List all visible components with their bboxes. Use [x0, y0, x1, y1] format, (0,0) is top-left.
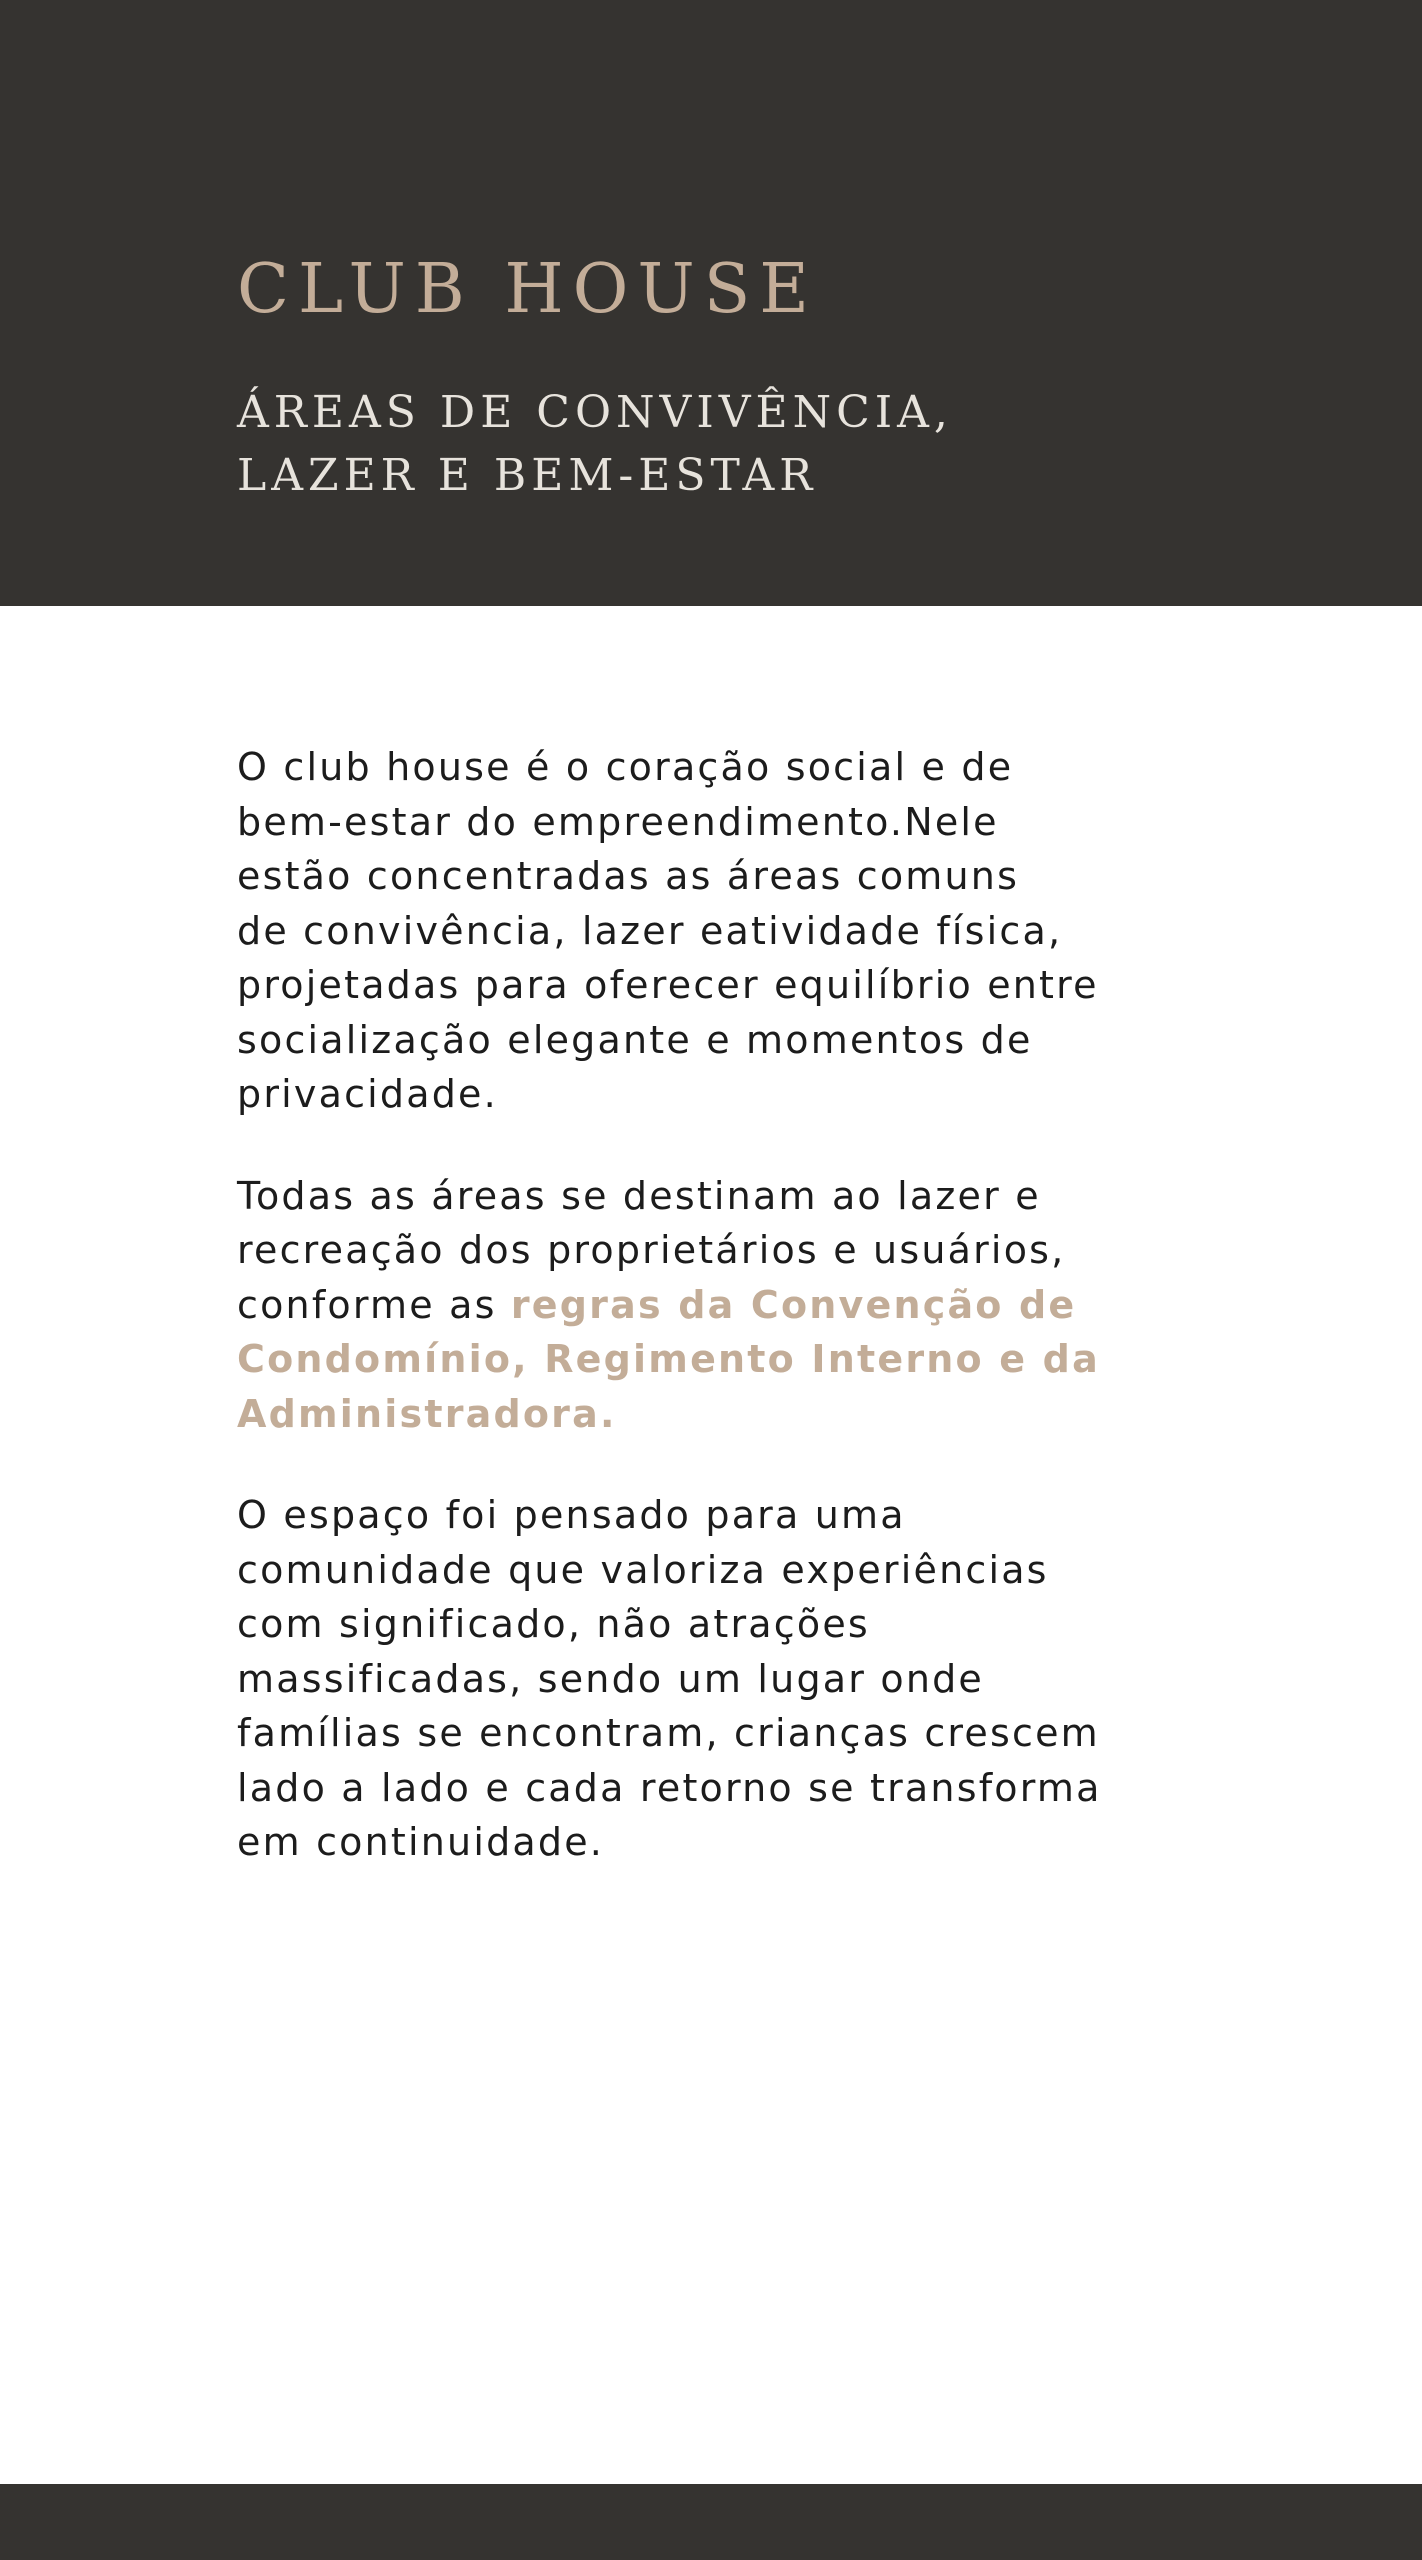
paragraph-line: Todas as áreas se destinam ao lazer e: [237, 1173, 1041, 1218]
header-banner: [0, 0, 1422, 606]
paragraph-line: lado a lado e cada retorno se transforma: [237, 1765, 1102, 1810]
footer-bar: [0, 2484, 1422, 2560]
rules-highlight-text: Administradora.: [237, 1391, 617, 1436]
paragraph-line: estão concentradas as áreas comuns: [237, 854, 1020, 898]
paragraph-line: de convivência, lazer eatividade física,: [237, 908, 1063, 953]
paragraph-line: com significado, não atrações: [237, 1602, 870, 1646]
rules-prefix-text: conforme as: [237, 1282, 511, 1327]
rules-highlight-text: Condomínio, Regimento Interno e da: [237, 1337, 1100, 1381]
paragraph-line: privacidade.: [237, 1072, 498, 1116]
subtitle-line: ÁREAS DE CONVIVÊNCIA,: [237, 387, 953, 438]
page-subtitle: [237, 381, 953, 507]
page-title: CLUB HOUSE: [237, 250, 818, 329]
paragraph-line: comunidade que valoriza experiências: [237, 1547, 1049, 1592]
paragraph-line: [237, 1278, 1197, 1333]
paragraph-line: projetadas para oferecer equilíbrio entre: [237, 963, 1099, 1007]
paragraph-line: bem-estar do empreendimento.Nele: [237, 799, 999, 844]
paragraph-line: massificadas, sendo um lugar onde: [237, 1656, 985, 1701]
community-paragraph: [237, 1488, 1197, 1870]
rules-paragraph: [237, 1169, 1197, 1442]
rules-highlight-text: regras da Convenção de: [510, 1282, 1077, 1327]
paragraph-line: em continuidade.: [237, 1820, 605, 1864]
intro-paragraph: [237, 740, 1197, 1122]
subtitle-line: LAZER E BEM-ESTAR: [237, 450, 818, 501]
paragraph-line: O club house é o coração social e de: [237, 745, 1014, 789]
paragraph-line: famílias se encontram, crianças crescem: [237, 1711, 1100, 1755]
paragraph-line: O espaço foi pensado para uma: [237, 1493, 906, 1537]
paragraph-line: recreação dos proprietários e usuários,: [237, 1228, 1066, 1272]
paragraph-line: socialização elegante e momentos de: [237, 1017, 1033, 1062]
body-content: [237, 740, 1197, 1917]
